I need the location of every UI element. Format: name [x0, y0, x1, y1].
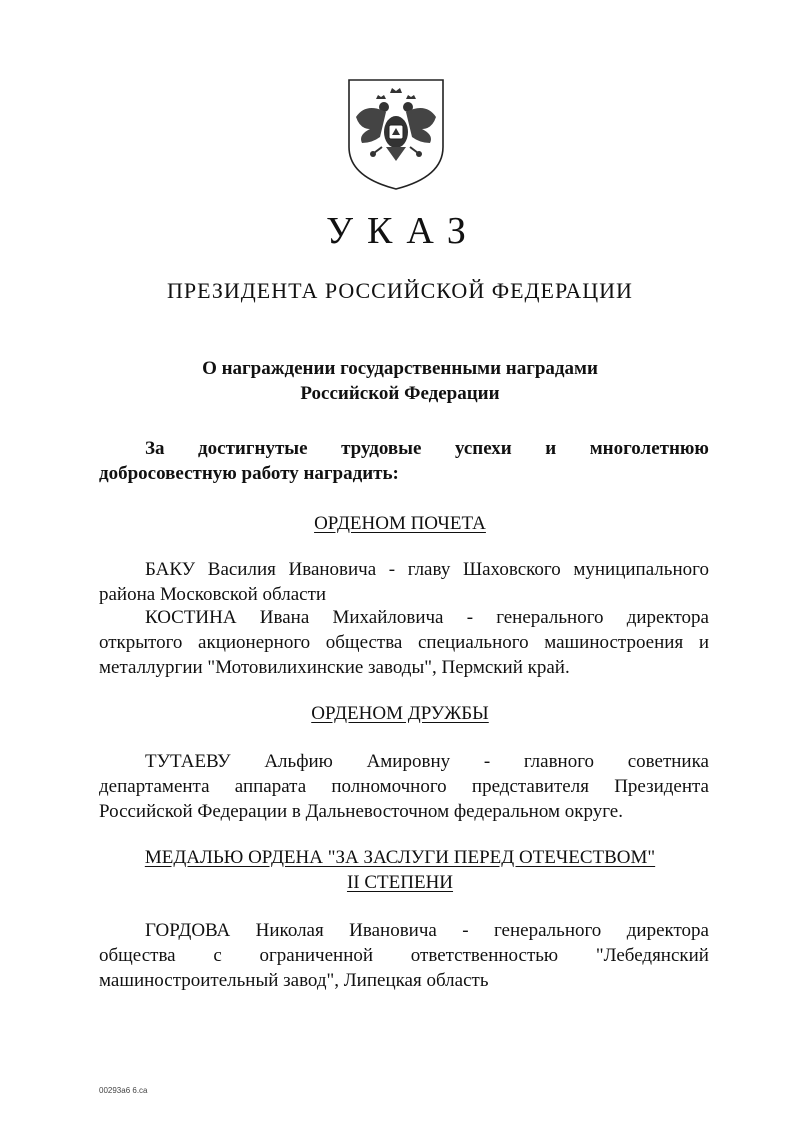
award-title-order-of-friendship: ОРДЕНОМ ДРУЖБЫ — [311, 703, 489, 724]
russian-coat-of-arms-icon — [346, 77, 446, 192]
award-title-order-of-honor: ОРДЕНОМ ПОЧЕТА — [314, 513, 486, 534]
award1-recipient-2: КОСТИНА Ивана Михайловича - генерального директора открытого акционерного общества специального машиностроения и металлургии "Мотовилихинские заводы", Пермский край. — [99, 607, 709, 678]
intro-line-2: добросовестную работу наградить: — [99, 463, 399, 484]
intro-line-1: За достигнутые трудовые успехи и многолетнюю — [145, 438, 709, 459]
award1-recipient-1: БАКУ Василия Ивановича - главу Шаховского муниципального района Московской области — [99, 559, 709, 605]
decree-subject — [0, 356, 800, 406]
award2-recipient-1: ТУТАЕВУ Альфию Амировну - главного советника департамента аппарата полномочного представителя Президента Российской Федерации в Дальневосточном федеральном округе. — [99, 751, 709, 822]
document-code: 00293a6 6.са — [99, 1086, 148, 1095]
decree-title: УКАЗ — [326, 210, 480, 252]
intro-paragraph — [99, 436, 709, 486]
decree-subtitle: ПРЕЗИДЕНТА РОССИЙСКОЙ ФЕДЕРАЦИИ — [167, 278, 633, 303]
subject-line-1: О награждении государственными наградами — [202, 358, 598, 379]
award-title-medal-order-merit: МЕДАЛЬЮ ОРДЕНА "ЗА ЗАСЛУГИ ПЕРЕД ОТЕЧЕСТВОМ" II СТЕПЕНИ — [144, 847, 656, 893]
award3-recipient-1: ГОРДОВА Николая Ивановича - генерального директора общества с ограниченной ответственностью "Лебедянский машиностроительный завод", Липецкая область — [99, 920, 709, 991]
subject-line-2: Российской Федерации — [300, 383, 500, 404]
